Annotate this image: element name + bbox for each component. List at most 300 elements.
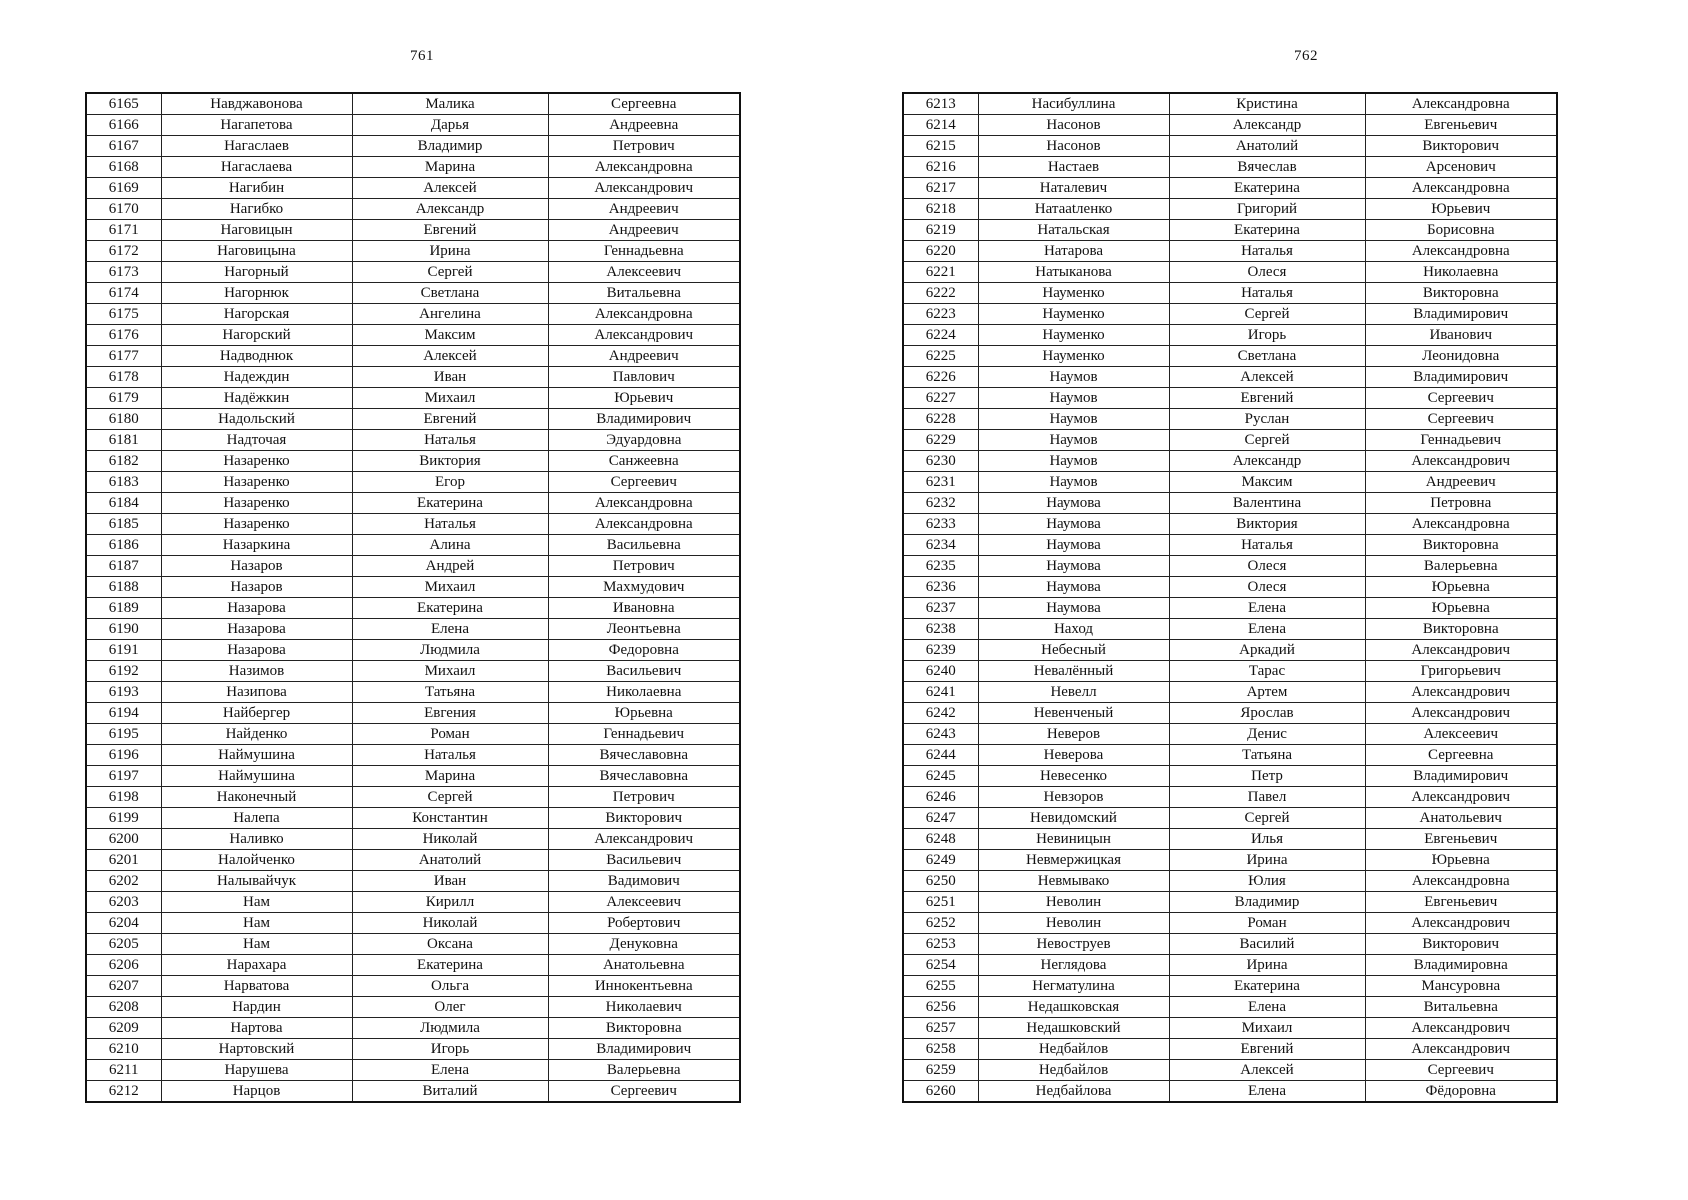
row-number-cell: 6229 [903,430,978,451]
last-name-cell: Невоструев [978,934,1169,955]
first-name-cell: Александр [1169,115,1365,136]
last-name-cell: Натальская [978,220,1169,241]
row-number-cell: 6244 [903,745,978,766]
row-number-cell: 6224 [903,325,978,346]
row-number-cell: 6221 [903,262,978,283]
row-number-cell: 6178 [86,367,161,388]
row-number-cell: 6245 [903,766,978,787]
last-name-cell: Назимов [161,661,352,682]
table-row [86,325,740,346]
patronymic-cell: Александровна [548,304,740,325]
first-name-cell: Ирина [352,241,548,262]
first-name-cell: Василий [1169,934,1365,955]
row-number-cell: 6208 [86,997,161,1018]
patronymic-cell: Викторович [548,808,740,829]
row-number-cell: 6210 [86,1039,161,1060]
last-name-cell: Надёжкин [161,388,352,409]
patronymic-cell: Сергеевич [1365,388,1557,409]
patronymic-cell: Васильевна [548,535,740,556]
last-name-cell: Нагаслаев [161,136,352,157]
patronymic-cell: Сергеевна [1365,745,1557,766]
first-name-cell: Тарас [1169,661,1365,682]
table-row [86,829,740,850]
last-name-cell: Недашковский [978,1018,1169,1039]
row-number-cell: 6239 [903,640,978,661]
row-number-cell: 6199 [86,808,161,829]
patronymic-cell: Иванович [1365,325,1557,346]
table-row [86,703,740,724]
patronymic-cell: Васильевич [548,850,740,871]
patronymic-cell: Леонтьевна [548,619,740,640]
last-name-cell: Неверов [978,724,1169,745]
last-name-cell: Надводнюк [161,346,352,367]
patronymic-cell: Владимирович [548,1039,740,1060]
table-row [86,577,740,598]
table-row [903,850,1557,871]
last-name-cell: Наливко [161,829,352,850]
patronymic-cell: Робертович [548,913,740,934]
patronymic-cell: Петровна [1365,493,1557,514]
last-name-cell: Наумов [978,472,1169,493]
patronymic-cell: Васильевич [548,661,740,682]
last-name-cell: Нагорнюк [161,283,352,304]
row-number-cell: 6254 [903,955,978,976]
row-number-cell: 6235 [903,556,978,577]
first-name-cell: Ярослав [1169,703,1365,724]
first-name-cell: Олег [352,997,548,1018]
row-number-cell: 6183 [86,472,161,493]
last-name-cell: Наумова [978,535,1169,556]
last-name-cell: Наумов [978,409,1169,430]
row-number-cell: 6185 [86,514,161,535]
patronymic-cell: Александрович [1365,451,1557,472]
first-name-cell: Екатерина [1169,178,1365,199]
table-row [86,745,740,766]
patronymic-cell: Александрович [1365,1018,1557,1039]
table-row [86,619,740,640]
table-row [86,766,740,787]
last-name-cell: Назаренко [161,514,352,535]
table-row [86,724,740,745]
row-number-cell: 6205 [86,934,161,955]
first-name-cell: Максим [1169,472,1365,493]
patronymic-cell: Мансуровна [1365,976,1557,997]
first-name-cell: Вячеслав [1169,157,1365,178]
table-row [903,661,1557,682]
table-row [903,346,1557,367]
last-name-cell: Надеждин [161,367,352,388]
row-number-cell: 6218 [903,199,978,220]
table-row [903,745,1557,766]
table-row [903,451,1557,472]
last-name-cell: Нагибин [161,178,352,199]
first-name-cell: Екатерина [352,598,548,619]
last-name-cell: Наумов [978,430,1169,451]
first-name-cell: Михаил [352,388,548,409]
patronymic-cell: Денуковна [548,934,740,955]
last-name-cell: Найбергер [161,703,352,724]
first-name-cell: Сергей [1169,304,1365,325]
row-number-cell: 6192 [86,661,161,682]
table-row [903,241,1557,262]
first-name-cell: Егор [352,472,548,493]
first-name-cell: Наталья [352,430,548,451]
first-name-cell: Ольга [352,976,548,997]
last-name-cell: Наумова [978,577,1169,598]
last-name-cell: Наумов [978,451,1169,472]
first-name-cell: Елена [352,1060,548,1081]
table-row [903,1039,1557,1060]
patronymic-cell: Алексеевич [548,262,740,283]
patronymic-cell: Вадимович [548,871,740,892]
row-number-cell: 6194 [86,703,161,724]
last-name-cell: Нагаслаева [161,157,352,178]
table-row [903,535,1557,556]
last-name-cell: Нарушева [161,1060,352,1081]
table-row [86,997,740,1018]
page-number: 762 [1294,48,1318,64]
patronymic-cell: Александрович [548,829,740,850]
table-row [86,430,740,451]
first-name-cell: Николай [352,913,548,934]
patronymic-cell: Геннадьевна [548,241,740,262]
first-name-cell: Павел [1169,787,1365,808]
last-name-cell: Назарова [161,640,352,661]
patronymic-cell: Александровна [548,493,740,514]
patronymic-cell: Эдуардовна [548,430,740,451]
table-row [86,283,740,304]
row-number-cell: 6167 [86,136,161,157]
table-row [86,1018,740,1039]
row-number-cell: 6225 [903,346,978,367]
table-row [86,640,740,661]
first-name-cell: Руслан [1169,409,1365,430]
last-name-cell: Насонов [978,115,1169,136]
table-row [86,346,740,367]
last-name-cell: Нарцов [161,1081,352,1103]
row-number-cell: 6214 [903,115,978,136]
first-name-cell: Елена [1169,619,1365,640]
first-name-cell: Наталья [352,514,548,535]
first-name-cell: Анатолий [1169,136,1365,157]
patronymic-cell: Викторович [1365,934,1557,955]
patronymic-cell: Алексеевич [548,892,740,913]
first-name-cell: Ирина [1169,850,1365,871]
table-row [86,808,740,829]
last-name-cell: Нам [161,913,352,934]
last-name-cell: Науменко [978,304,1169,325]
table-row [903,1060,1557,1081]
row-number-cell: 6240 [903,661,978,682]
table-row [86,850,740,871]
table-row [903,136,1557,157]
first-name-cell: Татьяна [1169,745,1365,766]
row-number-cell: 6246 [903,787,978,808]
last-name-cell: Найденко [161,724,352,745]
first-name-cell: Иван [352,367,548,388]
last-name-cell: Невалённый [978,661,1169,682]
first-name-cell: Сергей [1169,430,1365,451]
table-row [903,1081,1557,1103]
table-row [903,682,1557,703]
first-name-cell: Михаил [352,661,548,682]
patronymic-cell: Александрович [548,178,740,199]
patronymic-cell: Александрович [1365,640,1557,661]
first-name-cell: Юлия [1169,871,1365,892]
last-name-cell: Налепа [161,808,352,829]
last-name-cell: Нагибко [161,199,352,220]
row-number-cell: 6209 [86,1018,161,1039]
patronymic-cell: Юрьевна [1365,577,1557,598]
first-name-cell: Ангелина [352,304,548,325]
row-number-cell: 6203 [86,892,161,913]
first-name-cell: Сергей [352,262,548,283]
first-name-cell: Елена [1169,1081,1365,1103]
row-number-cell: 6248 [903,829,978,850]
row-number-cell: 6196 [86,745,161,766]
row-number-cell: 6259 [903,1060,978,1081]
last-name-cell: Налойченко [161,850,352,871]
first-name-cell: Евгений [352,409,548,430]
table-row [86,199,740,220]
first-name-cell: Наталья [1169,535,1365,556]
patronymic-cell: Геннадьевич [548,724,740,745]
row-number-cell: 6207 [86,976,161,997]
row-number-cell: 6255 [903,976,978,997]
last-name-cell: Недбайлов [978,1060,1169,1081]
patronymic-cell: Иннокентьевна [548,976,740,997]
row-number-cell: 6204 [86,913,161,934]
row-number-cell: 6253 [903,934,978,955]
row-number-cell: 6197 [86,766,161,787]
table-row [903,703,1557,724]
last-name-cell: Недашковская [978,997,1169,1018]
table-row [903,808,1557,829]
table-row [86,976,740,997]
table-row [903,157,1557,178]
last-name-cell: Нардин [161,997,352,1018]
last-name-cell: Нагапетова [161,115,352,136]
first-name-cell: Игорь [1169,325,1365,346]
patronymic-cell: Юрьевна [1365,850,1557,871]
first-name-cell: Евгений [352,220,548,241]
table-row [86,514,740,535]
row-number-cell: 6238 [903,619,978,640]
last-name-cell: Нарахара [161,955,352,976]
row-number-cell: 6215 [903,136,978,157]
row-number-cell: 6188 [86,577,161,598]
table-row [86,136,740,157]
row-number-cell: 6177 [86,346,161,367]
last-name-cell: Наумов [978,367,1169,388]
table-row [903,766,1557,787]
patronymic-cell: Викторович [1365,136,1557,157]
row-number-cell: 6179 [86,388,161,409]
row-number-cell: 6213 [903,93,978,115]
last-name-cell: Налывайчук [161,871,352,892]
last-name-cell: Назарова [161,619,352,640]
table-row [903,829,1557,850]
first-name-cell: Екатерина [352,955,548,976]
first-name-cell: Татьяна [352,682,548,703]
table-row [903,913,1557,934]
table-row [903,976,1557,997]
first-name-cell: Виталий [352,1081,548,1103]
patronymic-cell: Алексеевич [1365,724,1557,745]
last-name-cell: Нартовский [161,1039,352,1060]
table-row [86,535,740,556]
last-name-cell: Назипова [161,682,352,703]
patronymic-cell: Анатольевич [1365,808,1557,829]
last-name-cell: Невмержицкая [978,850,1169,871]
first-name-cell: Михаил [1169,1018,1365,1039]
roster-table [902,92,1558,1103]
patronymic-cell: Николаевич [548,997,740,1018]
first-name-cell: Роман [1169,913,1365,934]
patronymic-cell: Александровна [548,514,740,535]
patronymic-cell: Юрьевич [1365,199,1557,220]
patronymic-cell: Викторовна [1365,535,1557,556]
row-number-cell: 6252 [903,913,978,934]
patronymic-cell: Вячеславовна [548,745,740,766]
table-row [903,262,1557,283]
row-number-cell: 6247 [903,808,978,829]
row-number-cell: 6232 [903,493,978,514]
patronymic-cell: Александровна [1365,241,1557,262]
row-number-cell: 6165 [86,93,161,115]
first-name-cell: Николай [352,829,548,850]
table-row [86,682,740,703]
patronymic-cell: Александрович [1365,787,1557,808]
row-number-cell: 6176 [86,325,161,346]
patronymic-cell: Леонидовна [1365,346,1557,367]
first-name-cell: Аркадий [1169,640,1365,661]
last-name-cell: Надольский [161,409,352,430]
row-number-cell: 6242 [903,703,978,724]
last-name-cell: Неверова [978,745,1169,766]
patronymic-cell: Юрьевна [1365,598,1557,619]
first-name-cell: Михаил [352,577,548,598]
row-number-cell: 6257 [903,1018,978,1039]
table-row [86,787,740,808]
patronymic-cell: Фёдоровна [1365,1081,1557,1103]
row-number-cell: 6168 [86,157,161,178]
row-number-cell: 6180 [86,409,161,430]
first-name-cell: Оксана [352,934,548,955]
table-row [903,220,1557,241]
row-number-cell: 6219 [903,220,978,241]
first-name-cell: Елена [1169,598,1365,619]
last-name-cell: Невесенко [978,766,1169,787]
table-row [903,997,1557,1018]
first-name-cell: Наталья [352,745,548,766]
table-row [86,157,740,178]
row-number-cell: 6193 [86,682,161,703]
patronymic-cell: Ивановна [548,598,740,619]
first-name-cell: Илья [1169,829,1365,850]
first-name-cell: Константин [352,808,548,829]
first-name-cell: Алексей [352,178,548,199]
last-name-cell: Науменко [978,325,1169,346]
first-name-cell: Наталья [1169,241,1365,262]
first-name-cell: Светлана [352,283,548,304]
first-name-cell: Марина [352,766,548,787]
patronymic-cell: Александровна [1365,93,1557,115]
last-name-cell: Надточая [161,430,352,451]
first-name-cell: Иван [352,871,548,892]
last-name-cell: Наконечный [161,787,352,808]
row-number-cell: 6172 [86,241,161,262]
table-row [86,409,740,430]
first-name-cell: Олеся [1169,556,1365,577]
first-name-cell: Екатерина [352,493,548,514]
last-name-cell: Науменко [978,283,1169,304]
patronymic-cell: Николаевна [1365,262,1557,283]
patronymic-cell: Андреевич [548,346,740,367]
row-number-cell: 6170 [86,199,161,220]
last-name-cell: Наумова [978,556,1169,577]
first-name-cell: Максим [352,325,548,346]
table-row [903,493,1557,514]
table-row [903,472,1557,493]
first-name-cell: Олеся [1169,262,1365,283]
last-name-cell: Назаркина [161,535,352,556]
last-name-cell: Натаatленко [978,199,1169,220]
last-name-cell: Наталевич [978,178,1169,199]
first-name-cell: Екатерина [1169,976,1365,997]
row-number-cell: 6251 [903,892,978,913]
table-row [903,430,1557,451]
row-number-cell: 6175 [86,304,161,325]
table-row [86,178,740,199]
first-name-cell: Григорий [1169,199,1365,220]
patronymic-cell: Сергеевна [548,93,740,115]
first-name-cell: Артем [1169,682,1365,703]
last-name-cell: Назарова [161,598,352,619]
row-number-cell: 6216 [903,157,978,178]
first-name-cell: Наталья [1169,283,1365,304]
last-name-cell: Науменко [978,346,1169,367]
table-row [903,892,1557,913]
first-name-cell: Елена [1169,997,1365,1018]
patronymic-cell: Павлович [548,367,740,388]
first-name-cell: Екатерина [1169,220,1365,241]
first-name-cell: Малика [352,93,548,115]
table-row [903,325,1557,346]
page-number: 761 [410,48,434,64]
last-name-cell: Невиницын [978,829,1169,850]
row-number-cell: 6198 [86,787,161,808]
table-row [86,220,740,241]
patronymic-cell: Санжеевна [548,451,740,472]
last-name-cell: Наумова [978,514,1169,535]
row-number-cell: 6187 [86,556,161,577]
row-number-cell: 6174 [86,283,161,304]
row-number-cell: 6256 [903,997,978,1018]
patronymic-cell: Викторовна [548,1018,740,1039]
table-row [903,598,1557,619]
last-name-cell: Невенченый [978,703,1169,724]
last-name-cell: Наговицын [161,220,352,241]
table-row [903,1018,1557,1039]
table-row [903,367,1557,388]
patronymic-cell: Владимировна [1365,955,1557,976]
last-name-cell: Неволин [978,913,1169,934]
table-row [86,892,740,913]
row-number-cell: 6217 [903,178,978,199]
first-name-cell: Светлана [1169,346,1365,367]
table-row [86,934,740,955]
